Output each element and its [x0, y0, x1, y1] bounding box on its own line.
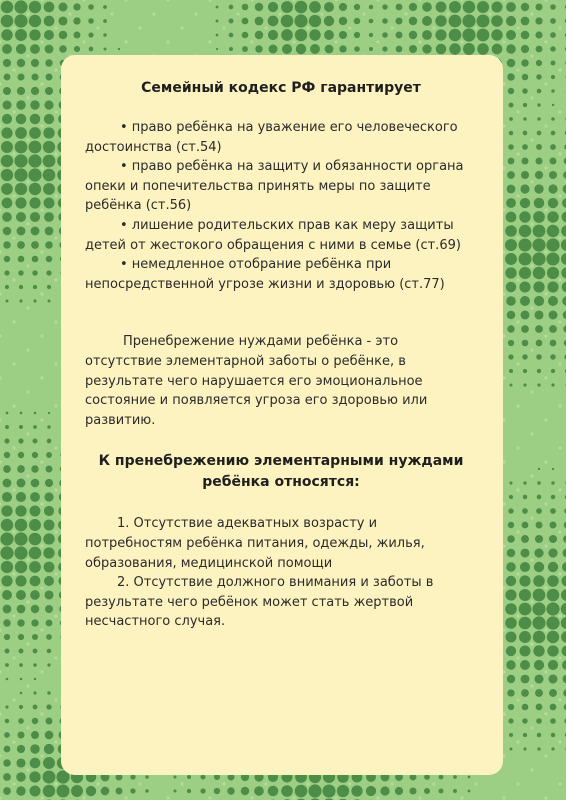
rights-list [85, 118, 477, 294]
content-panel [61, 55, 503, 775]
rights-item: • лишение родительских прав как меру защиты детей от жестокого обращения с ними в семье (ст.69) [85, 217, 461, 253]
needs-heading: К пренебрежению элементарными нуждами ребёнка относятся: [98, 453, 464, 491]
rights-item: • немедленное отобрание ребёнка при непосредственной угрозе жизни и здоровью (ст.77) [85, 257, 445, 292]
definition-paragraph: Пренебрежение нуждами ребёнка - это отсутствие элементарной заботы о ребёнке, в результате чего нарушается его эмоциональное состояние и появляется угроза его здоровью или развитию. [85, 334, 428, 428]
needs-item: 2. Отсутствие должного внимания и заботы в результате чего ребёнок может стать жертвой несчастного случая. [85, 575, 434, 630]
page-title: Семейный кодекс РФ гарантирует [141, 80, 421, 96]
rights-item: • право ребёнка на защиту и обязанности органа опеки и попечительства принять меры по защите ребёнка (ст.56) [85, 159, 464, 214]
needs-item: 1. Отсутствие адекватных возрасту и потребностям ребёнка питания, одежды, жилья, образования, медицинской помощи [85, 516, 425, 571]
needs-list [85, 514, 477, 632]
rights-item: • право ребёнка на уважение его человеческого достоинства (ст.54) [85, 120, 458, 155]
